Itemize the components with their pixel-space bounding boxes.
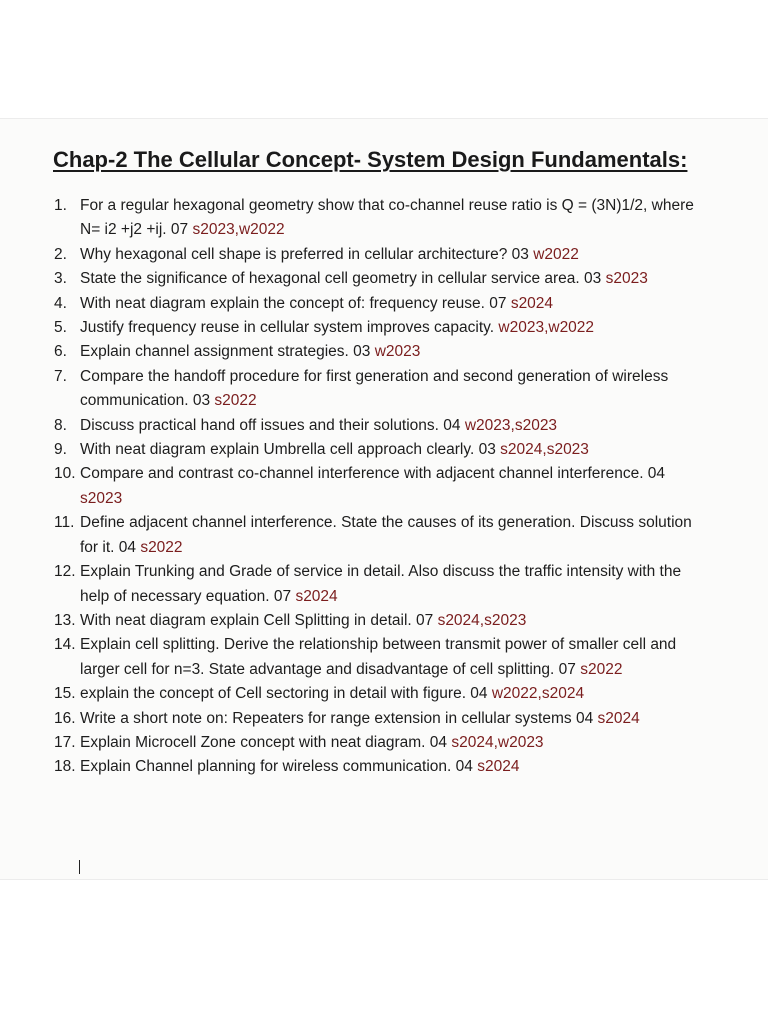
- exam-session-tag: s2022: [580, 660, 623, 678]
- question-text: With neat diagram explain Cell Splitting in detail. 07: [80, 611, 434, 629]
- question-number: 17.: [54, 733, 76, 751]
- question-text: Explain Microcell Zone concept with neat diagram. 04: [80, 733, 448, 751]
- exam-session-tag: s2024,w2023: [451, 733, 544, 751]
- chapter-title: Chap-2 The Cellular Concept- System Design Fundamentals:: [53, 147, 688, 172]
- question-text-wrapper: [80, 316, 704, 340]
- question-text-wrapper: [80, 414, 704, 438]
- exam-session-tag: s2023: [605, 270, 648, 288]
- list-item: [54, 438, 704, 462]
- list-item: [54, 682, 704, 706]
- question-text: For a regular hexagonal geometry show that co-channel reuse ratio is Q = (3N)1/2, where N= i2 +j2 +ij. 07: [80, 197, 694, 239]
- question-text-wrapper: [80, 633, 704, 682]
- question-number: 10.: [54, 465, 76, 483]
- question-text: Explain cell splitting. Derive the relationship between transmit power of smaller cell and larger cell for n=3. State advantage and disadvantage of cell splitting. 07: [80, 636, 677, 678]
- exam-session-tag: s2023: [80, 489, 123, 507]
- question-text-wrapper: [80, 731, 704, 755]
- exam-session-tag: s2024,s2023: [500, 441, 589, 459]
- exam-session-tag: w2023: [374, 343, 421, 361]
- question-text: Define adjacent channel interference. State the causes of its generation. Discuss solution for it. 04: [80, 514, 692, 556]
- list-item: [54, 365, 704, 414]
- question-number: 7.: [54, 367, 67, 385]
- question-text-wrapper: [80, 438, 704, 462]
- question-list: [54, 194, 704, 780]
- list-item: [54, 609, 704, 633]
- question-number: 1.: [54, 197, 67, 214]
- question-text: Explain Channel planning for wireless communication. 04: [80, 758, 473, 776]
- question-number: 3.: [54, 270, 67, 288]
- question-text-wrapper: [80, 682, 704, 706]
- question-text: Justify frequency reuse in cellular system improves capacity.: [80, 319, 495, 337]
- list-item: [54, 462, 704, 511]
- question-number: 15.: [54, 685, 76, 703]
- exam-session-tag: w2023,w2022: [498, 319, 595, 337]
- list-item: [54, 414, 704, 438]
- question-number: 4.: [54, 294, 67, 312]
- question-text: State the significance of hexagonal cell geometry in cellular service area. 03: [80, 270, 602, 288]
- question-text-wrapper: [80, 365, 704, 414]
- text-cursor-mark: [79, 860, 80, 874]
- question-text-wrapper: [80, 267, 704, 291]
- exam-session-tag: s2024: [597, 709, 640, 727]
- exam-session-tag: w2023,s2023: [464, 416, 558, 434]
- question-number: 9.: [54, 441, 67, 459]
- question-text: With neat diagram explain the concept of: frequency reuse. 07: [80, 294, 507, 312]
- question-text: With neat diagram explain Umbrella cell approach clearly. 03: [80, 441, 496, 459]
- exam-session-tag: s2022: [214, 392, 257, 410]
- list-item: [54, 292, 704, 316]
- list-item: [54, 560, 704, 609]
- list-item: [54, 707, 704, 731]
- question-text: Explain channel assignment strategies. 03: [80, 343, 371, 361]
- question-number: 12.: [54, 563, 76, 581]
- question-text-wrapper: [80, 755, 704, 779]
- list-item: [54, 340, 704, 364]
- question-text-wrapper: [80, 462, 704, 511]
- exam-session-tag: s2022: [140, 538, 183, 556]
- list-item: [54, 316, 704, 340]
- question-number: 5.: [54, 319, 67, 337]
- list-item: [54, 511, 704, 560]
- question-text: Write a short note on: Repeaters for range extension in cellular systems 04: [80, 709, 594, 727]
- question-text-wrapper: [80, 243, 704, 267]
- list-item: [54, 267, 704, 291]
- list-item: [54, 633, 704, 682]
- list-item: [54, 243, 704, 267]
- question-number: 13.: [54, 611, 76, 629]
- question-number: 6.: [54, 343, 67, 361]
- question-text-wrapper: [80, 511, 704, 560]
- list-item: [54, 755, 704, 779]
- question-number: 8.: [54, 416, 67, 434]
- question-text: Why hexagonal cell shape is preferred in cellular architecture? 03: [80, 245, 529, 263]
- question-number: 18.: [54, 758, 76, 776]
- question-text: explain the concept of Cell sectoring in detail with figure. 04: [80, 685, 488, 703]
- exam-session-tag: s2024: [477, 758, 520, 776]
- question-text: Compare the handoff procedure for first generation and second generation of wireless communication. 03: [80, 367, 669, 410]
- question-text: Compare and contrast co-channel interference with adjacent channel interference. 04: [80, 465, 666, 483]
- question-text: Explain Trunking and Grade of service in detail. Also discuss the traffic intensity with the help of necessary equation. 07: [80, 563, 682, 605]
- list-item: [54, 731, 704, 755]
- list-item: [54, 194, 704, 243]
- question-number: 11.: [54, 514, 75, 532]
- question-text-wrapper: [80, 560, 704, 609]
- question-text-wrapper: [80, 340, 704, 364]
- exam-session-tag: s2024: [510, 294, 554, 312]
- question-number: 16.: [54, 709, 76, 727]
- question-text: Discuss practical hand off issues and their solutions. 04: [80, 416, 461, 434]
- question-text-wrapper: [80, 609, 704, 633]
- exam-session-tag: s2023,w2022: [192, 221, 285, 239]
- exam-session-tag: s2024: [295, 587, 338, 605]
- question-text-wrapper: [80, 194, 704, 243]
- exam-session-tag: w2022,s2024: [491, 685, 585, 703]
- exam-session-tag: s2024,s2023: [437, 611, 527, 629]
- question-number: 2.: [54, 245, 67, 263]
- question-number: 14.: [54, 636, 76, 654]
- question-text-wrapper: [80, 707, 704, 731]
- exam-session-tag: w2022: [533, 245, 579, 263]
- question-text-wrapper: [80, 292, 704, 316]
